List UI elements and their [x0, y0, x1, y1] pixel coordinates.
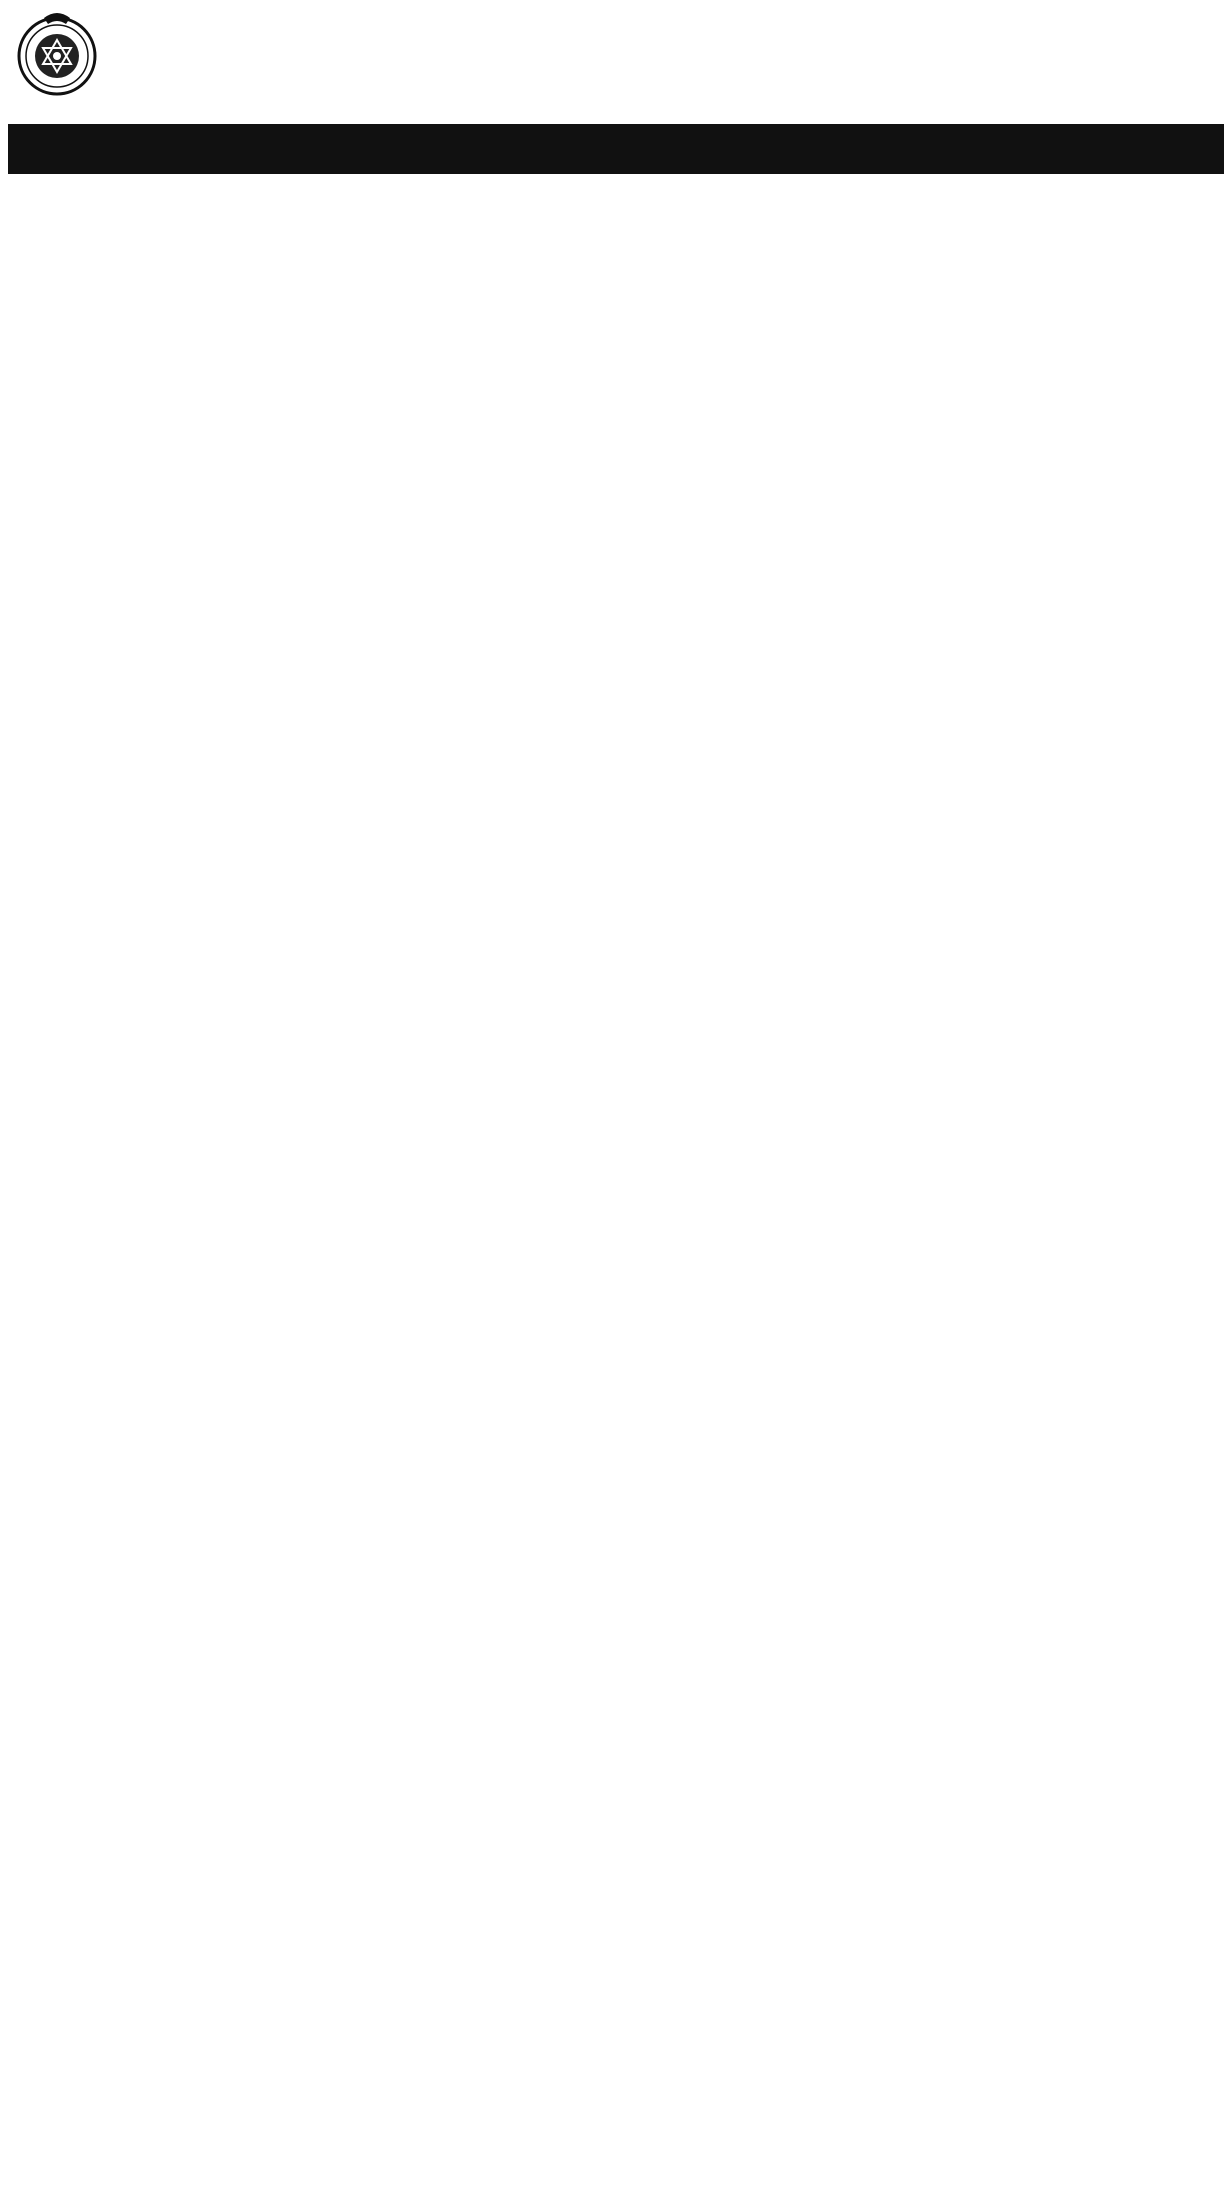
letterhead — [0, 0, 1232, 128]
university-emblem-icon — [14, 8, 100, 100]
notice-title-banner — [8, 124, 1224, 174]
